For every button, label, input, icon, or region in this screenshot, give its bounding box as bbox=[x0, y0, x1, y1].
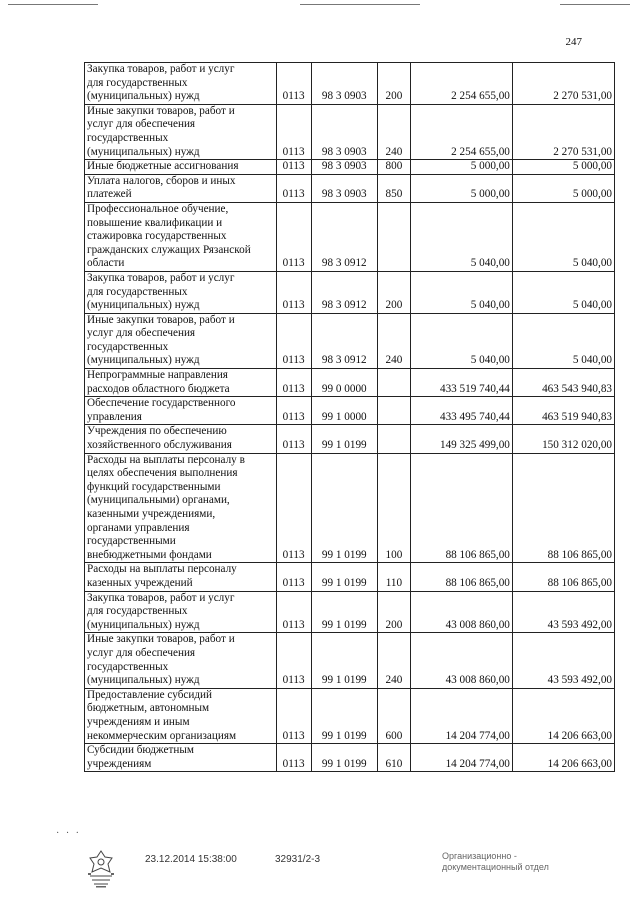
section-code-cell: 0113 bbox=[276, 591, 311, 633]
amount-cell: 5 040,00 bbox=[512, 271, 614, 313]
table-row bbox=[85, 453, 615, 563]
row-name-cell: Расходы на выплаты персоналу в целях обеспечения выполнения функций государственными (муниципальными) органами, казенными учреждениями, органами управления государственными внебюджетными фондами bbox=[85, 453, 277, 563]
section-code-cell: 0113 bbox=[276, 63, 311, 105]
amount-cell: 43 593 492,00 bbox=[512, 591, 614, 633]
target-article-cell: 98 3 0903 bbox=[311, 160, 377, 175]
row-name-cell: Закупка товаров, работ и услуг для государственных (муниципальных) нужд bbox=[85, 591, 277, 633]
target-article-cell: 99 1 0199 bbox=[311, 688, 377, 743]
table-row bbox=[85, 160, 615, 175]
section-code-cell: 0113 bbox=[276, 202, 311, 271]
amount-cell: 5 040,00 bbox=[410, 313, 512, 368]
row-name-cell: Расходы на выплаты персоналу казенных учреждений bbox=[85, 563, 277, 591]
expense-type-cell: 100 bbox=[377, 453, 410, 563]
table-row bbox=[85, 104, 615, 159]
row-name-cell: Иные бюджетные ассигнования bbox=[85, 160, 277, 175]
amount-cell: 14 206 663,00 bbox=[512, 688, 614, 743]
expense-type-cell bbox=[377, 202, 410, 271]
table-row bbox=[85, 744, 615, 772]
expense-type-cell bbox=[377, 425, 410, 453]
target-article-cell: 99 0 0000 bbox=[311, 369, 377, 397]
amount-cell: 14 206 663,00 bbox=[512, 744, 614, 772]
footer-note-line: документационный отдел bbox=[442, 862, 549, 872]
row-name-cell: Профессиональное обучение, повышение квалификации и стажировка государственных гражданских служащих Рязанской области bbox=[85, 202, 277, 271]
table-row bbox=[85, 271, 615, 313]
amount-cell: 5 040,00 bbox=[410, 202, 512, 271]
table-row bbox=[85, 369, 615, 397]
target-article-cell: 98 3 0912 bbox=[311, 313, 377, 368]
target-article-cell: 98 3 0903 bbox=[311, 104, 377, 159]
expense-type-cell: 240 bbox=[377, 313, 410, 368]
footer-document-id: 32931/2-3 bbox=[275, 854, 321, 865]
row-name-cell: Предоставление субсидий бюджетным, автономным учреждениям и иным некоммерческим организациям bbox=[85, 688, 277, 743]
amount-cell: 2 270 531,00 bbox=[512, 104, 614, 159]
expense-type-cell: 110 bbox=[377, 563, 410, 591]
section-code-cell: 0113 bbox=[276, 271, 311, 313]
expense-type-cell bbox=[377, 397, 410, 425]
table-row bbox=[85, 633, 615, 688]
amount-cell: 2 254 655,00 bbox=[410, 63, 512, 105]
expense-type-cell: 850 bbox=[377, 174, 410, 202]
scan-edge-mark bbox=[300, 4, 420, 5]
row-name-cell: Иные закупки товаров, работ и услуг для обеспечения государственных (муниципальных) нужд bbox=[85, 313, 277, 368]
target-article-cell: 99 1 0199 bbox=[311, 744, 377, 772]
amount-cell: 5 040,00 bbox=[512, 202, 614, 271]
footer-department-note bbox=[442, 851, 549, 873]
amount-cell: 5 000,00 bbox=[512, 174, 614, 202]
table-row bbox=[85, 174, 615, 202]
target-article-cell: 99 1 0000 bbox=[311, 397, 377, 425]
target-article-cell: 98 3 0912 bbox=[311, 271, 377, 313]
amount-cell: 2 254 655,00 bbox=[410, 104, 512, 159]
amount-cell: 5 000,00 bbox=[410, 174, 512, 202]
table-row bbox=[85, 397, 615, 425]
section-code-cell: 0113 bbox=[276, 313, 311, 368]
section-code-cell: 0113 bbox=[276, 397, 311, 425]
page-number: 247 bbox=[565, 36, 582, 48]
row-name-cell: Закупка товаров, работ и услуг для государственных (муниципальных) нужд bbox=[85, 63, 277, 105]
section-code-cell: 0113 bbox=[276, 369, 311, 397]
section-code-cell: 0113 bbox=[276, 744, 311, 772]
budget-table-body bbox=[85, 63, 615, 772]
target-article-cell: 99 1 0199 bbox=[311, 633, 377, 688]
amount-cell: 149 325 499,00 bbox=[410, 425, 512, 453]
expense-type-cell: 600 bbox=[377, 688, 410, 743]
row-name-cell: Непрограммные направления расходов областного бюджета bbox=[85, 369, 277, 397]
amount-cell: 463 543 940,83 bbox=[512, 369, 614, 397]
table-row bbox=[85, 202, 615, 271]
footer-datetime: 23.12.2014 15:38:00 bbox=[145, 854, 237, 865]
row-name-cell: Иные закупки товаров, работ и услуг для обеспечения государственных (муниципальных) нужд bbox=[85, 104, 277, 159]
target-article-cell: 98 3 0903 bbox=[311, 174, 377, 202]
expense-type-cell: 240 bbox=[377, 633, 410, 688]
amount-cell: 5 040,00 bbox=[512, 313, 614, 368]
section-code-cell: 0113 bbox=[276, 688, 311, 743]
target-article-cell: 98 3 0912 bbox=[311, 202, 377, 271]
section-code-cell: 0113 bbox=[276, 633, 311, 688]
amount-cell: 5 040,00 bbox=[410, 271, 512, 313]
footer-note-line: Организационно - bbox=[442, 851, 517, 861]
row-name-cell: Учреждения по обеспечению хозяйственного обслуживания bbox=[85, 425, 277, 453]
amount-cell: 88 106 865,00 bbox=[512, 563, 614, 591]
target-article-cell: 99 1 0199 bbox=[311, 425, 377, 453]
row-name-cell: Закупка товаров, работ и услуг для государственных (муниципальных) нужд bbox=[85, 271, 277, 313]
expense-type-cell: 200 bbox=[377, 591, 410, 633]
amount-cell: 88 106 865,00 bbox=[410, 453, 512, 563]
table-row bbox=[85, 313, 615, 368]
section-code-cell: 0113 bbox=[276, 174, 311, 202]
amount-cell: 2 270 531,00 bbox=[512, 63, 614, 105]
target-article-cell: 98 3 0903 bbox=[311, 63, 377, 105]
target-article-cell: 99 1 0199 bbox=[311, 563, 377, 591]
table-row bbox=[85, 688, 615, 743]
table-row bbox=[85, 563, 615, 591]
amount-cell: 88 106 865,00 bbox=[410, 563, 512, 591]
expense-type-cell: 240 bbox=[377, 104, 410, 159]
amount-cell: 150 312 020,00 bbox=[512, 425, 614, 453]
amount-cell: 433 495 740,44 bbox=[410, 397, 512, 425]
table-row bbox=[85, 63, 615, 105]
amount-cell: 5 000,00 bbox=[410, 160, 512, 175]
amount-cell: 43 593 492,00 bbox=[512, 633, 614, 688]
row-name-cell: Уплата налогов, сборов и иных платежей bbox=[85, 174, 277, 202]
row-name-cell: Иные закупки товаров, работ и услуг для обеспечения государственных (муниципальных) нужд bbox=[85, 633, 277, 688]
expense-type-cell: 200 bbox=[377, 63, 410, 105]
budget-table bbox=[84, 62, 615, 772]
emblem-stamp-icon bbox=[84, 848, 118, 888]
target-article-cell: 99 1 0199 bbox=[311, 591, 377, 633]
amount-cell: 5 000,00 bbox=[512, 160, 614, 175]
table-row bbox=[85, 591, 615, 633]
scan-edge-mark bbox=[560, 4, 630, 5]
expense-type-cell: 610 bbox=[377, 744, 410, 772]
section-code-cell: 0113 bbox=[276, 104, 311, 159]
section-code-cell: 0113 bbox=[276, 425, 311, 453]
amount-cell: 14 204 774,00 bbox=[410, 688, 512, 743]
target-article-cell: 99 1 0199 bbox=[311, 453, 377, 563]
row-name-cell: Обеспечение государственного управления bbox=[85, 397, 277, 425]
scan-edge-mark bbox=[8, 4, 98, 5]
amount-cell: 433 519 740,44 bbox=[410, 369, 512, 397]
expense-type-cell bbox=[377, 369, 410, 397]
row-name-cell: Субсидии бюджетным учреждениям bbox=[85, 744, 277, 772]
section-code-cell: 0113 bbox=[276, 563, 311, 591]
amount-cell: 88 106 865,00 bbox=[512, 453, 614, 563]
amount-cell: 43 008 860,00 bbox=[410, 591, 512, 633]
scan-dots: · · · bbox=[56, 828, 81, 839]
expense-type-cell: 200 bbox=[377, 271, 410, 313]
section-code-cell: 0113 bbox=[276, 160, 311, 175]
amount-cell: 14 204 774,00 bbox=[410, 744, 512, 772]
expense-type-cell: 800 bbox=[377, 160, 410, 175]
amount-cell: 463 519 940,83 bbox=[512, 397, 614, 425]
section-code-cell: 0113 bbox=[276, 453, 311, 563]
amount-cell: 43 008 860,00 bbox=[410, 633, 512, 688]
table-row bbox=[85, 425, 615, 453]
